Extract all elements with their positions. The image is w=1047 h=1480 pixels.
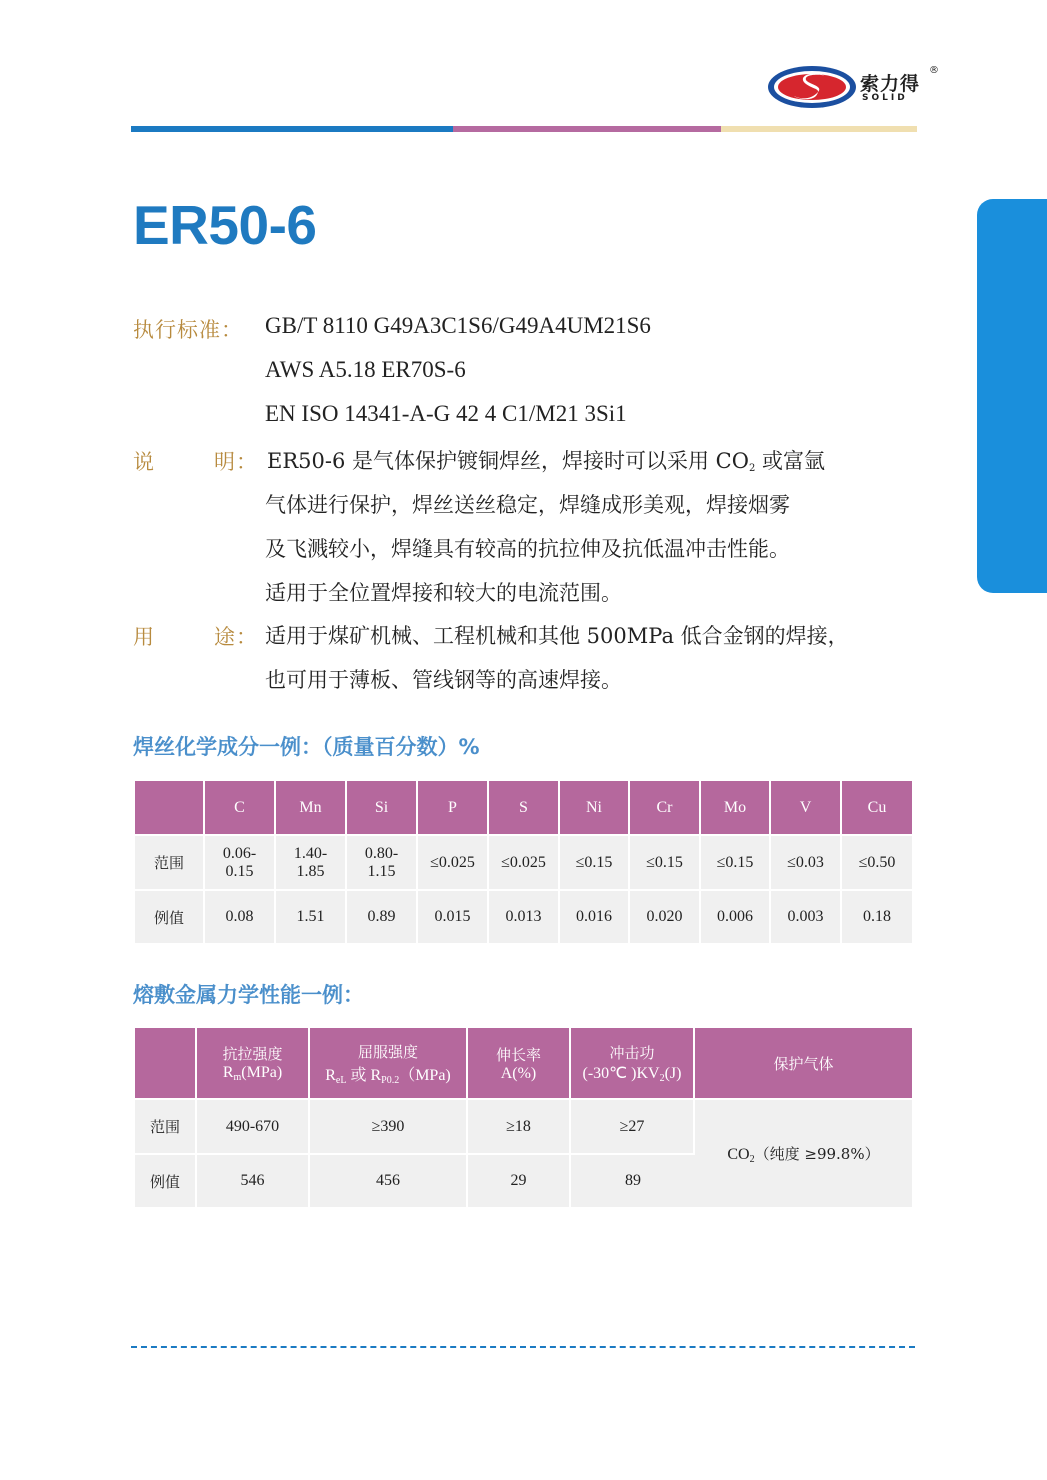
description-colon: ：	[236, 450, 258, 474]
mech-header-impact-temp: (-30℃ )KV	[582, 1065, 660, 1082]
description-label-b	[214, 446, 258, 476]
mech-header-row	[135, 1028, 912, 1098]
chem-header-blank	[135, 781, 205, 834]
usage-label-a: 用	[133, 625, 155, 649]
solid-logo-icon	[766, 62, 858, 112]
chem-heading: 焊丝化学成分一例：（质量百分数）%	[133, 735, 480, 759]
chem-range-cu: ≤0.50	[842, 834, 912, 889]
mech-range-tensile: 490-670	[197, 1098, 310, 1153]
standard-line-1: GB/T 8110 G49A3C1S6/G49A4UM21S6	[265, 313, 651, 338]
mech-range-elongation: ≥18	[468, 1098, 571, 1153]
usage-colon: ：	[236, 625, 258, 649]
mech-header-yield-mpa: （MPa)	[399, 1066, 451, 1084]
side-tab	[977, 199, 1047, 593]
chem-typical-c: 0.08	[205, 889, 276, 943]
description-label-a: 说	[133, 450, 155, 474]
description-line-1-text: ER50-6 是气体保护镀铜焊丝，焊接时可以采用 CO	[267, 449, 749, 473]
description-line-3: 及飞溅较小，焊缝具有较高的抗拉伸及抗低温冲击性能。	[265, 537, 790, 561]
chem-header-ni: Ni	[560, 781, 630, 834]
mech-typical-impact: 89	[571, 1153, 695, 1207]
mech-header-elongation-cn: 伸长率	[495, 1045, 541, 1064]
footer-divider	[131, 1346, 915, 1348]
mech-header-elongation	[468, 1028, 571, 1098]
chem-header-mn: Mn	[276, 781, 347, 834]
usage-line-1: 适用于煤矿机械、工程机械和其他 500MPa 低合金钢的焊接，	[265, 624, 849, 648]
co2-subscript: 2	[748, 463, 756, 474]
header-bar-purple	[453, 126, 721, 132]
mech-heading: 熔敷金属力学性能一例：	[133, 983, 364, 1007]
mech-header-tensile-cn: 抗拉强度	[222, 1045, 283, 1063]
mech-header-tensile-unit	[198, 1064, 307, 1083]
header-bar-beige	[721, 126, 917, 132]
chem-typical-mn: 1.51	[276, 889, 347, 943]
mech-gas-purity: （纯度 ≥99.8%）	[754, 1144, 880, 1163]
mech-gas-value	[695, 1098, 912, 1207]
chem-typical-mo: 0.006	[701, 889, 771, 943]
mech-typical-label: 例值	[135, 1153, 197, 1207]
chem-table	[135, 781, 912, 943]
standard-line-3: EN ISO 14341-A-G 42 4 C1/M21 3Si1	[265, 401, 627, 426]
header-bar-blue	[131, 126, 453, 132]
mech-header-yield	[310, 1028, 468, 1098]
chem-header-c: C	[205, 781, 276, 834]
mech-typical-elongation: 29	[468, 1153, 571, 1207]
registered-mark: ®	[929, 65, 939, 76]
chem-header-p: P	[418, 781, 489, 834]
mech-typical-yield: 456	[310, 1153, 468, 1207]
description-line-1	[267, 445, 825, 475]
chem-range-ni: ≤0.15	[560, 834, 630, 889]
chem-range-mn: 1.40-1.85	[276, 834, 347, 889]
chem-typical-label: 例值	[135, 889, 205, 943]
standard-label-text: 执行标准	[133, 318, 221, 342]
description-line-1-tail: 或富氩	[755, 449, 826, 473]
mech-header-impact	[571, 1028, 695, 1098]
mech-range-label: 范围	[135, 1098, 197, 1153]
mech-header-tensile-sub: m	[233, 1072, 242, 1083]
mech-header-impact-unit	[572, 1063, 692, 1084]
mech-typical-tensile: 546	[197, 1153, 310, 1207]
mech-header-tensile-mpa: (MPa)	[241, 1064, 283, 1081]
chem-header-v: V	[771, 781, 842, 834]
brand-logo	[766, 62, 946, 114]
chem-header-mo: Mo	[701, 781, 771, 834]
mech-header-gas: 保护气体	[695, 1028, 912, 1098]
standard-colon: ：	[221, 318, 243, 342]
usage-label-b	[214, 621, 258, 651]
chem-range-mo: ≤0.15	[701, 834, 771, 889]
mech-header-yield-cn: 屈服强度	[357, 1042, 418, 1061]
chem-header-si: Si	[347, 781, 418, 834]
chem-typical-v: 0.003	[771, 889, 842, 943]
mech-header-elongation-unit: A(%)	[500, 1064, 537, 1082]
usage-label-b-text: 途	[214, 625, 236, 649]
mech-header-impact-j: (J)	[664, 1065, 682, 1082]
chem-typical-si: 0.89	[347, 889, 418, 943]
mech-range-impact: ≥27	[571, 1098, 695, 1153]
chem-row-typical	[135, 889, 912, 943]
standard-line-2: AWS A5.18 ER70S-6	[265, 357, 466, 382]
chem-typical-ni: 0.016	[560, 889, 630, 943]
chem-typical-cr: 0.020	[630, 889, 701, 943]
chem-range-cr: ≤0.15	[630, 834, 701, 889]
chem-range-s: ≤0.025	[489, 834, 560, 889]
mech-range-yield: ≥390	[310, 1098, 468, 1153]
mech-header-yield-r: R	[325, 1066, 336, 1084]
mech-header-yield-or: 或 R	[346, 1066, 382, 1084]
standard-label	[133, 314, 243, 344]
chem-range-p: ≤0.025	[418, 834, 489, 889]
chem-row-range	[135, 834, 912, 889]
mech-header-impact-sub: 2	[659, 1073, 665, 1084]
mech-header-impact-cn: 冲击功	[609, 1044, 655, 1062]
mech-gas-co: CO	[727, 1145, 750, 1163]
mech-header-yield-sub-el: eL	[335, 1074, 347, 1086]
mech-header-blank	[135, 1028, 197, 1098]
mech-header-yield-unit	[311, 1062, 465, 1086]
chem-header-cr: Cr	[630, 781, 701, 834]
mech-gas-sub: 2	[749, 1153, 755, 1165]
mech-header-yield-sub-p02: P0.2	[381, 1074, 400, 1086]
chem-range-v: ≤0.03	[771, 834, 842, 889]
description-line-2: 气体进行保护，焊丝送丝稳定，焊缝成形美观，焊接烟雾	[265, 493, 790, 517]
chem-header-cu: Cu	[842, 781, 912, 834]
chem-header-row	[135, 781, 912, 834]
usage-line-2: 也可用于薄板、管线钢等的高速焊接。	[265, 668, 622, 692]
mech-table	[135, 1028, 912, 1207]
chem-header-s: S	[489, 781, 560, 834]
chem-range-c: 0.06-0.15	[205, 834, 276, 889]
description-label-b-text: 明	[214, 450, 236, 474]
product-title: ER50-6	[133, 194, 317, 256]
mech-header-tensile-r: R	[222, 1064, 234, 1081]
brand-name-cn: 索力得	[860, 73, 921, 95]
chem-typical-p: 0.015	[418, 889, 489, 943]
chem-range-label: 范围	[135, 834, 205, 889]
chem-typical-cu: 0.18	[842, 889, 912, 943]
chem-typical-s: 0.013	[489, 889, 560, 943]
mech-row-range	[135, 1098, 912, 1153]
mech-header-tensile	[197, 1028, 310, 1098]
description-line-4: 适用于全位置焊接和较大的电流范围。	[265, 581, 622, 605]
brand-name-en: SOLID	[862, 93, 908, 103]
chem-range-si: 0.80-1.15	[347, 834, 418, 889]
